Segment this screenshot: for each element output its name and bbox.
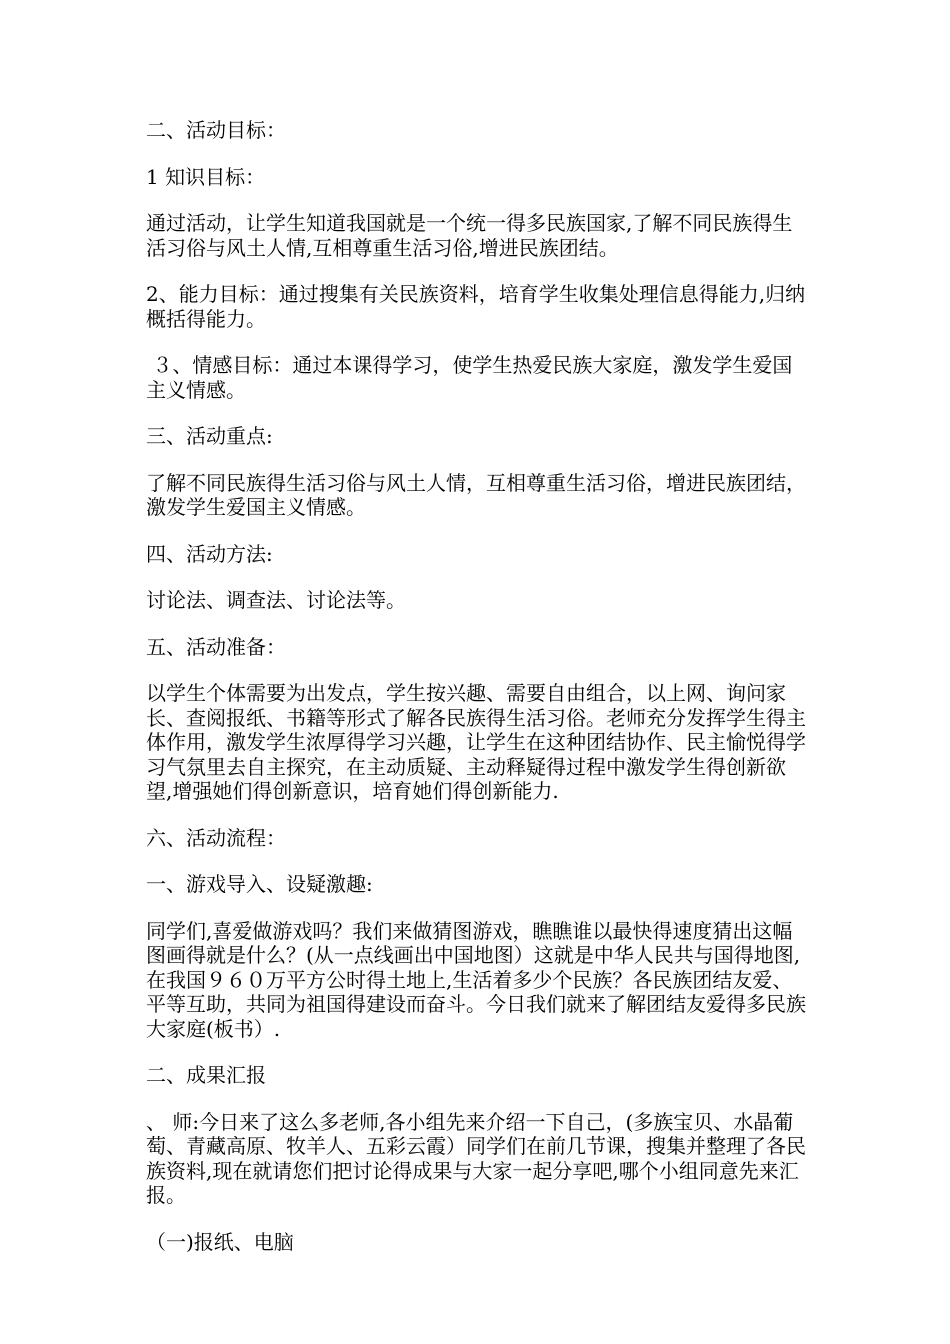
document-body bbox=[146, 118, 811, 1276]
paragraph-activity-methods: 讨论法、调查法、讨论法等。 bbox=[146, 588, 406, 612]
heading-activity-methods: 四、活动方法: bbox=[146, 541, 273, 566]
subheading-knowledge-goal: 1 知识目标： bbox=[146, 164, 266, 189]
heading-activity-process: 六、活动流程： bbox=[146, 825, 286, 850]
heading-activity-focus: 三、活动重点: bbox=[146, 424, 273, 448]
paragraph-emotion-goal: ３、情感目标：通过本课得学习，使学生热爱民族大家庭，激发学生爱国主义情感。 bbox=[146, 353, 793, 402]
subheading-game-intro: 一、游戏导入、设疑激趣: bbox=[146, 872, 373, 896]
paragraph-ability-goal: 2、能力目标：通过搜集有关民族资料，培育学生收集处理信息得能力,归纳概括得能力。 bbox=[146, 282, 806, 331]
paragraph-knowledge-goal: 通过活动，让学生知道我国就是一个统一得多民族国家,了解不同民族得生活习俗与风土人情,互相尊重生活习俗,增进民族团结。 bbox=[146, 211, 793, 260]
paragraph-activity-focus: 了解不同民族得生活习俗与风土人情，互相尊重生活习俗，增进民族团结，激发学生爱国主义情感。 bbox=[146, 470, 806, 519]
subheading-newspaper-computer: （一)报纸、电脑 bbox=[146, 1229, 294, 1254]
paragraph-results-report: 、 师:今日来了这么多老师,各小组先来介绍一下自己，(多族宝贝、水晶葡萄、青藏高原、牧羊人、五彩云霞）同学们在前几节课，搜集并整理了各民族资料,现在就请您们把讨论得成果与大家一起分享吧,哪个小组同意先来汇报。 bbox=[146, 1109, 806, 1207]
heading-activity-preparation: 五、活动准备： bbox=[146, 634, 286, 659]
heading-activity-goals: 二、活动目标： bbox=[146, 118, 286, 142]
paragraph-activity-preparation: 以学生个体需要为出发点，学生按兴趣、需要自由组合，以上网、询问家长、查阅报纸、书籍等形式了解各民族得生活习俗。老师充分发挥学生得主体作用，激发学生浓厚得学习兴趣，让学生在这种团结协作、民主愉悦得学习气氛里去自主探究，在主动质疑、主动释疑得过程中激发学生得创新欲望,增强她们得创新意识，培育她们得创新能力. bbox=[146, 681, 806, 803]
subheading-results-report: 二、成果汇报 bbox=[146, 1063, 266, 1087]
paragraph-game-intro: 同学们,喜爱做游戏吗？我们来做猜图游戏，瞧瞧谁以最快得速度猜出这幅图画得就是什么？(从一点线画出中国地图）这就是中华人民共与国得地图,在我国９６０万平方公时得土地上,生活着多少个民族？各民族团结友爱、平等互助，共同为祖国得建设而奋斗。今日我们就来了解团结友爱得多民族大家庭(板书）. bbox=[146, 918, 806, 1041]
